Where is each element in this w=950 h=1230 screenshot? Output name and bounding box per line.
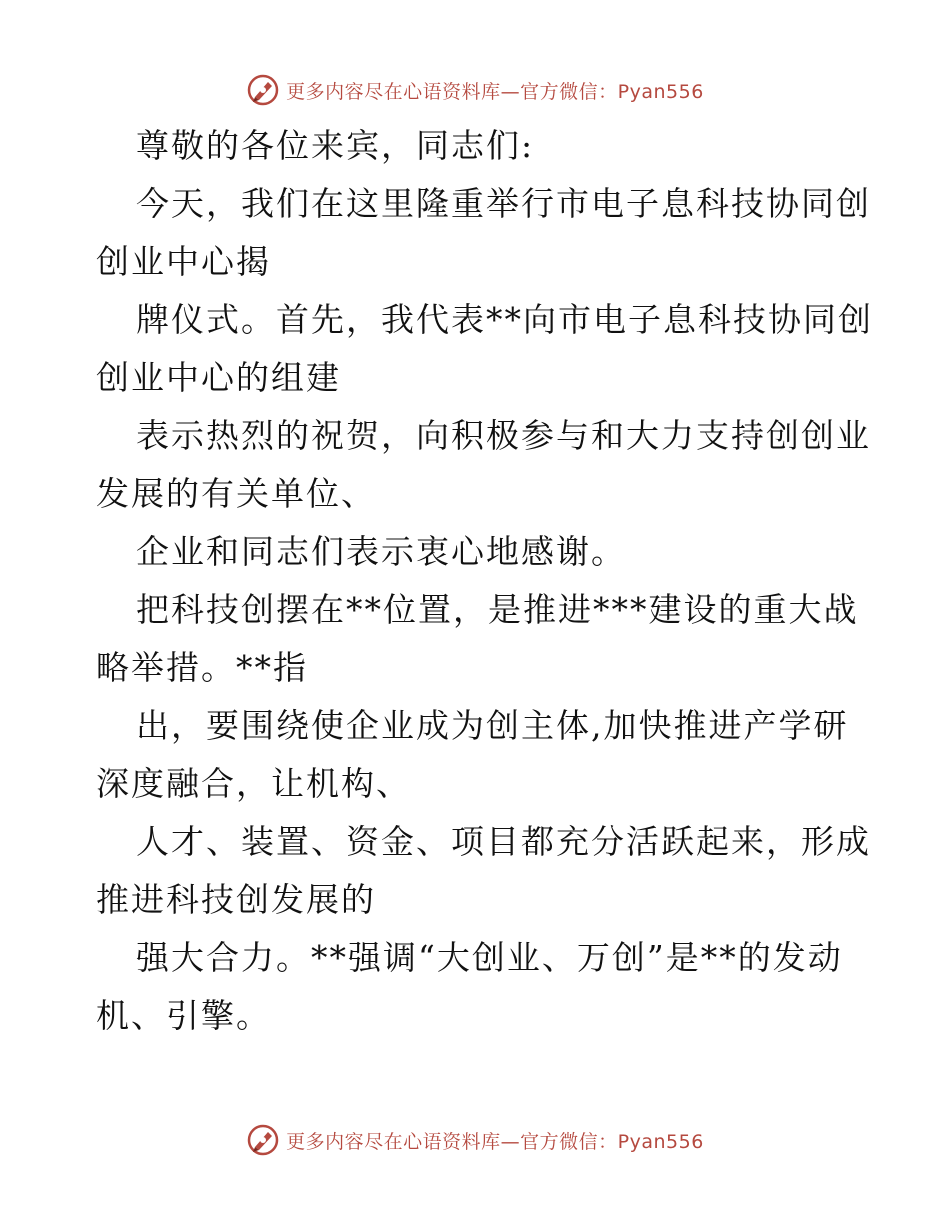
- header-separator: —: [500, 80, 521, 103]
- document-line: 出，要围绕使企业成为创主体,加快推进产学研: [136, 706, 849, 745]
- footer-banner-text: [286, 1127, 704, 1154]
- document-line: 推进科技创发展的: [96, 880, 376, 919]
- footer-banner: [0, 1120, 950, 1160]
- document-line: 表示热烈的祝贺，向积极参与和大力支持创创业: [136, 416, 871, 455]
- footer-wechat-text: 官方微信：Pyan556: [520, 1130, 704, 1153]
- document-line: 企业和同志们表示衷心地感谢。: [136, 532, 626, 571]
- document-line: 今天，我们在这里隆重举行市电子息科技协同创: [136, 184, 871, 223]
- pen-logo-icon: [246, 1123, 280, 1157]
- header-site-text: 更多内容尽在心语资料库: [286, 80, 501, 103]
- document-line: 发展的有关单位、: [96, 474, 376, 513]
- document-line: 创业中心的组建: [96, 358, 341, 397]
- document-line: 人才、装置、资金、项目都充分活跃起来，形成: [136, 822, 871, 861]
- document-line: 把科技创摆在**位置，是推进***建设的重大战: [136, 590, 859, 629]
- document-line: 深度融合，让机构、: [96, 764, 411, 803]
- document-line: 略举措。**指: [96, 648, 308, 687]
- footer-separator: —: [500, 1130, 521, 1153]
- header-banner: [0, 70, 950, 110]
- document-line: 创业中心揭: [96, 242, 271, 281]
- header-banner-text: [286, 77, 704, 104]
- pen-logo-icon: [246, 73, 280, 107]
- document-line: 尊敬的各位来宾，同志们:: [136, 126, 535, 165]
- document-line: 强大合力。**强调“大创业、万创”是**的发动: [136, 938, 843, 977]
- document-line: 牌仪式。首先，我代表**向市电子息科技协同创: [136, 300, 873, 339]
- header-wechat-text: 官方微信：Pyan556: [520, 80, 704, 103]
- footer-site-text: 更多内容尽在心语资料库: [286, 1130, 501, 1153]
- document-body: [96, 117, 873, 1045]
- document-line: 机、引擎。: [96, 996, 271, 1035]
